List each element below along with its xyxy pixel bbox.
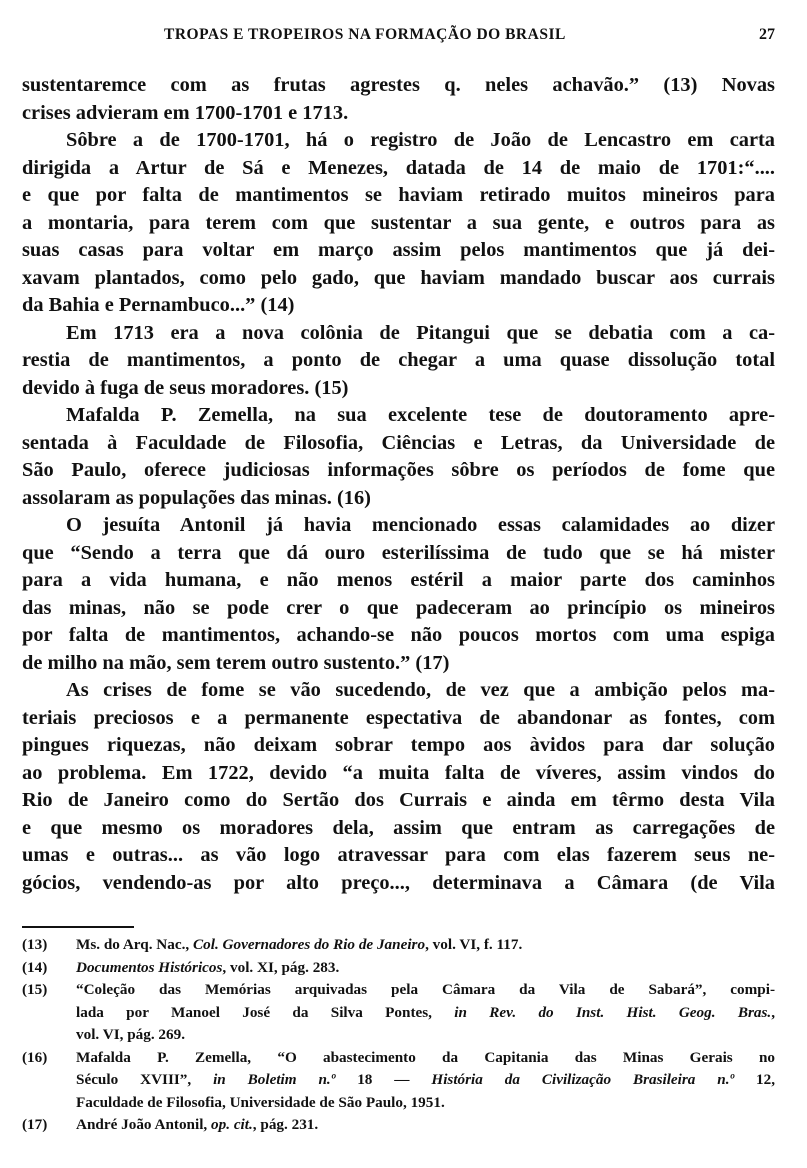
footnote — [22, 957, 775, 980]
footnote-line — [76, 1069, 775, 1092]
footnotes — [22, 934, 775, 1137]
body-line: devido à fuga de seus moradores. (15) — [22, 376, 349, 399]
body-line: gócios, vendendo-as por alto preço..., determinava a Câmara (de Vila — [22, 871, 775, 894]
body-line: São Paulo, oferece judiciosas informações sôbre os períodos de fome que — [22, 459, 775, 481]
body-line: pingues riquezas, não deixam sobrar tempo aos àvidos para dar solução — [22, 734, 775, 756]
footnote-line — [76, 1047, 775, 1070]
footnote-line — [76, 1024, 775, 1047]
body-line: de milho na mão, sem terem outro sustento.” (17) — [22, 651, 450, 674]
footnote-text: lada por Manoel José da Silva Pontes, — [76, 1003, 455, 1021]
italic-text: op. cit. — [211, 1116, 253, 1133]
footnote-text: vol. VI, pág. 269. — [76, 1026, 186, 1043]
footnote — [22, 1047, 775, 1115]
italic-text: História da Civilização Brasileira n.º — [431, 1071, 735, 1088]
footnote-line — [76, 1002, 775, 1025]
body-line: umas e outras... as vão logo atravessar para com elas fazerem seus ne- — [22, 844, 775, 866]
body-line: sustentaremce com as frutas agrestes q. neles achavão.” (13) Novas — [22, 74, 775, 96]
body-line: sentada à Faculdade de Filosofia, Ciências e Letras, da Universidade de — [22, 431, 775, 454]
body-line: da Bahia e Pernambuco...” (14) — [22, 294, 295, 316]
running-title: TROPAS E TROPEIROS NA FORMAÇÃO DO BRASIL — [164, 26, 566, 43]
body-line: crises advieram em 1700-1701 e 1713. — [22, 101, 349, 124]
body-line: xavam plantados, como pelo gado, que haviam mandado buscar aos currais — [22, 266, 775, 289]
footnote-number: (14) — [22, 958, 48, 976]
footnote-text: , — [771, 1003, 775, 1021]
page-header — [22, 26, 775, 50]
body-line: dirigida a Artur de Sá e Menezes, datada de 14 de maio de 1701:“.... — [22, 156, 775, 179]
footnote-line — [76, 979, 775, 1002]
footnote-number: (17) — [22, 1116, 48, 1133]
footnote — [22, 934, 775, 957]
footnote-text: Século XVIII”, — [76, 1071, 214, 1088]
body-line: O jesuíta Antonil já havia mencionado essas calamidades ao dizer — [66, 514, 775, 536]
body-line: assolaram as populações das minas. (16) — [22, 486, 371, 509]
body-line: restia de mantimentos, a ponto de chegar a uma quase dissolução total — [22, 349, 775, 371]
body-text — [22, 72, 775, 897]
body-line: e que por falta de mantimentos se haviam retirado muitos mineiros para — [22, 184, 775, 206]
body-line: por falta de mantimentos, achando-se não poucos mortos com uma espiga — [22, 624, 775, 646]
body-line: suas casas para voltar em março assim pelos mantimentos que já dei- — [22, 239, 775, 261]
body-line: das minas, não se pode crer o que padeceram ao princípio os mineiros — [22, 596, 775, 619]
body-line: Sôbre a de 1700-1701, há o registro de João de Lencastro em carta — [66, 129, 775, 151]
body-line: para a vida humana, e não menos estéril a maior parte dos caminhos — [22, 569, 775, 591]
body-line: que “Sendo a terra que dá ouro esterilíssima de tudo que se há mister — [22, 541, 775, 564]
italic-text: in Boletim n.º — [213, 1071, 336, 1088]
body-line: As crises de fome se vão sucedendo, de vez que a ambição pelos ma- — [66, 679, 775, 701]
italic-text: Documentos Históricos — [76, 958, 223, 976]
body-line: Rio de Janeiro como do Sertão dos Currais e ainda em têrmo desta Vila — [22, 789, 775, 811]
footnote-text: , vol. VI, f. 117. — [425, 936, 523, 953]
italic-text: in Rev. do Inst. Hist. Geog. Bras. — [454, 1003, 772, 1021]
body-line: teriais preciosos e a permanente espectativa de abandonar as fontes, com — [22, 706, 775, 729]
footnote-text: Mafalda P. Zemella, “O abastecimento da Capitania das Minas Gerais no — [76, 1048, 775, 1066]
footnote-line — [76, 1114, 775, 1137]
footnote-line — [76, 934, 775, 957]
footnote-number: (15) — [22, 981, 48, 998]
body-line: a montaria, para terem com que sustentar a sua gente, e outros para as — [22, 211, 775, 234]
footnote-number: (16) — [22, 1048, 48, 1066]
body-line: Mafalda P. Zemella, na sua excelente tese de doutoramento apre- — [66, 404, 775, 426]
footnote-number: (13) — [22, 936, 48, 953]
footnote-divider — [22, 926, 134, 928]
footnote-text: Faculdade de Filosofia, Universidade de São Paulo, 1951. — [76, 1093, 445, 1111]
footnote-text: 18 — — [335, 1071, 432, 1088]
body-line: ao problema. Em 1722, devido “a muita falta de víveres, assim vindos do — [22, 761, 775, 784]
footnote-line — [76, 1092, 775, 1115]
body-line: e que mesmo os moradores dela, assim que entram as carregações de — [22, 816, 775, 839]
page-number: 27 — [759, 26, 775, 43]
footnote-text: Ms. do Arq. Nac., — [76, 936, 194, 953]
footnote-text: 12, — [734, 1071, 775, 1088]
footnote — [22, 979, 775, 1047]
footnote-text: “Coleção das Memórias arquivadas pela Câmara da Vila de Sabará”, compi- — [76, 981, 775, 998]
footnote-text: André João Antonil, — [76, 1116, 212, 1133]
footnote-line — [76, 957, 775, 980]
body-line: Em 1713 era a nova colônia de Pitangui que se debatia com a ca- — [66, 321, 775, 344]
italic-text: Col. Governadores do Rio de Janeiro — [193, 936, 426, 953]
footnote-text: , vol. XI, pág. 283. — [222, 958, 340, 976]
footnote — [22, 1114, 775, 1137]
footnote-text: , pág. 231. — [252, 1116, 319, 1133]
